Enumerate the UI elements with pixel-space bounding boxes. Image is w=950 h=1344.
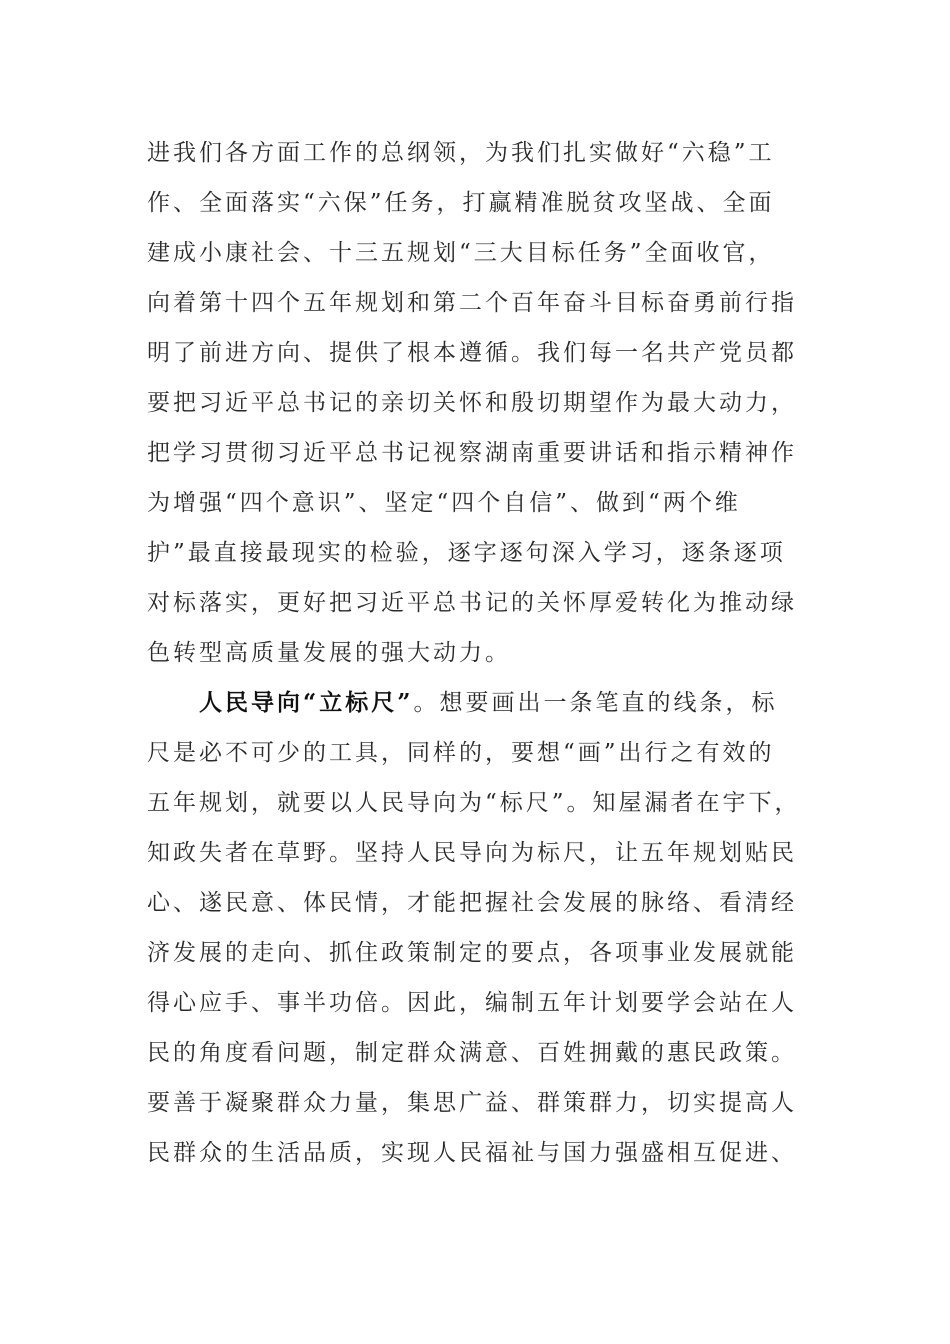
- text-line: 得心应手、事半功倍。因此，编制五年计划要学会站在人: [147, 990, 797, 1016]
- text-line: 向着第十四个五年规划和第二个百年奋斗目标奋勇前行指: [147, 290, 797, 316]
- text-line: 济发展的走向、抓住政策制定的要点，各项事业发展就能: [147, 940, 797, 966]
- body-text: [147, 128, 807, 1178]
- text-line: 建成小康社会、十三五规划“三大目标任务”全面收官，: [147, 240, 775, 266]
- text-line: 知政失者在草野。坚持人民导向为标尺，让五年规划贴民: [147, 840, 797, 866]
- text-line: 把学习贯彻习近平总书记视察湖南重要讲话和指示精神作: [147, 440, 797, 466]
- text-line: 为增强“四个意识”、坚定“四个自信”、做到“两个维: [147, 490, 741, 516]
- text-line: 五年规划，就要以人民导向为“标尺”。知屋漏者在宇下，: [147, 790, 801, 816]
- text-line: 民的角度看问题，制定群众满意、百姓拥戴的惠民政策。: [147, 1040, 797, 1066]
- section-heading: 人民导向“立标尺”: [199, 689, 414, 716]
- text-line: 对标落实，更好把习近平总书记的关怀厚爱转化为推动绿: [147, 590, 797, 616]
- paragraph-first-line: [147, 678, 807, 728]
- paragraph-2: [147, 678, 807, 1178]
- text-line: 尺是必不可少的工具，同样的，要想“画”出行之有效的: [147, 740, 775, 766]
- text-line: 心、遂民意、体民情，才能把握社会发展的脉络、看清经: [147, 890, 797, 916]
- text-line: 明了前进方向、提供了根本遵循。我们每一名共产党员都: [147, 340, 797, 366]
- text-line: 护”最直接最现实的检验，逐字逐句深入学习，逐条逐项: [147, 540, 786, 566]
- text-line: 作、全面落实“六保”任务，打赢精准脱贫攻坚战、全面: [147, 190, 775, 216]
- text-line: 要善于凝聚群众力量，集思广益、群策群力，切实提高人: [147, 1090, 797, 1116]
- text-line: 要把习近平总书记的亲切关怀和殷切期望作为最大动力，: [147, 390, 797, 416]
- text-segment: 。想要画出一条笔直的线条，标: [413, 690, 778, 716]
- text-line: 进我们各方面工作的总纲领，为我们扎实做好“六稳”工: [147, 140, 775, 166]
- text-line: 色转型高质量发展的强大动力。: [147, 640, 511, 666]
- paragraph-1: [147, 128, 807, 678]
- text-line: 民群众的生活品质，实现人民福祉与国力强盛相互促进、: [147, 1140, 797, 1166]
